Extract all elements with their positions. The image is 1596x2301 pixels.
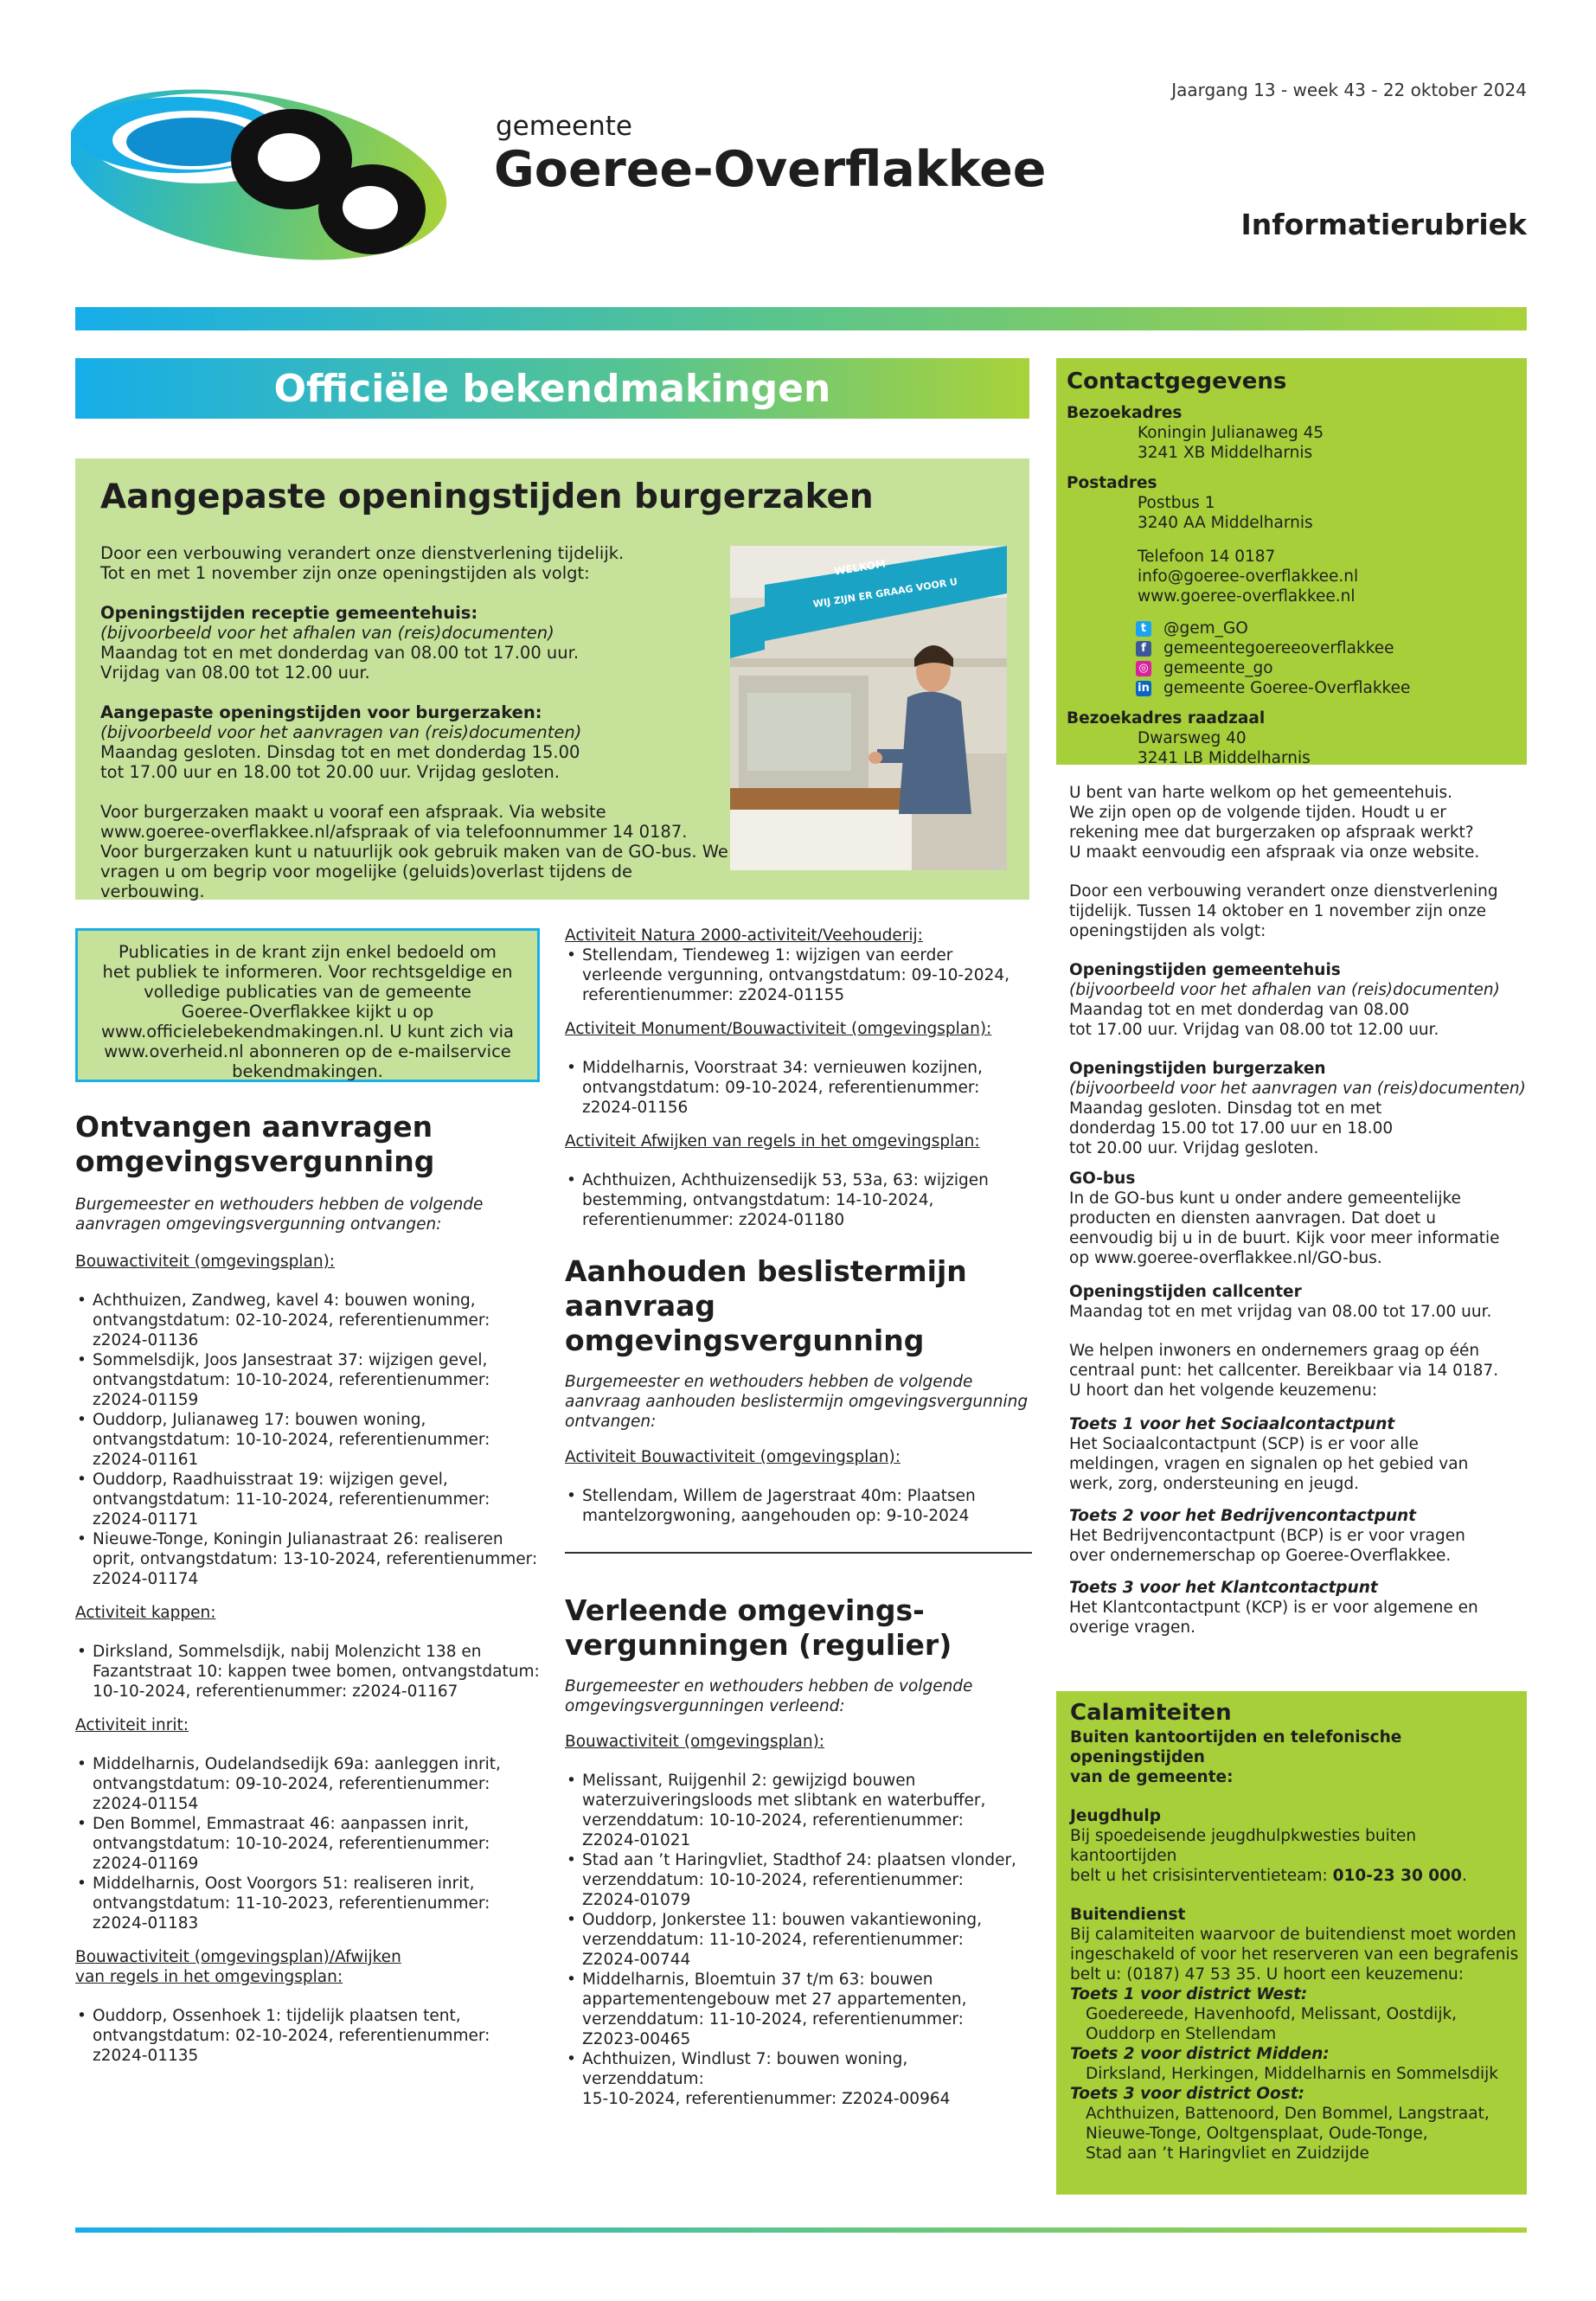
contact-post-label: Postadres <box>1067 474 1157 492</box>
contact-visit-address: Koningin Julianaweg 45 3241 XB Middelharnis <box>1138 424 1324 462</box>
notice-appt-line: Voor burgerzaken kunt u natuurlijk ook gebruik maken van de GO-bus. We <box>100 842 728 862</box>
youth-phone-line: belt u het crisisinterventieteam: 010-23 30 000. <box>1070 1867 1467 1885</box>
received-cat-felling: Activiteit kappen: <box>75 1604 216 1622</box>
suspend-cat: Activiteit Bouwactiviteit (omgevingsplan): <box>565 1448 901 1466</box>
mid-towns: Dirksland, Herkingen, Middelharnis en Sommelsdijk <box>1086 2065 1498 2083</box>
notice-civil-line: tot 17.00 uur en 18.00 tot 20.00 uur. Vrijdag gesloten. <box>100 762 560 782</box>
civil-hours-head: Openingstijden burgerzaken <box>1069 1060 1326 1078</box>
notice-civil-note: (bijvoorbeeld voor het aanvragen van (reis)documenten) <box>100 722 582 742</box>
notice-civil-head: Aangepaste openingstijden voor burgerzaken: <box>100 702 542 722</box>
section-divider <box>565 1552 1032 1554</box>
publication-note-line: Goeree-Overflakkee kijkt u op <box>181 1002 434 1022</box>
west-towns: Goedereede, Havenhoofd, Melissant, Oostdijk, Ouddorp en Stellendam <box>1086 2005 1458 2043</box>
publication-note-line: www.officielebekendmakingen.nl. U kunt zich via <box>101 1022 514 1042</box>
hall-hours-head: Openingstijden gemeentehuis <box>1069 961 1341 979</box>
contact-email[interactable]: info@goeree-overflakkee.nl <box>1138 567 1359 586</box>
list-item: • Middelharnis, Oost Voorgors 51: realiseren inrit, ontvangstdatum: 11-10-2023, referentienummer: z2024-01183 <box>75 1874 542 1933</box>
go-bus-head: GO-bus <box>1069 1170 1136 1188</box>
list-item: • Stad aan ’t Haringvliet, Stadthof 24: plaatsen vlonder, verzenddatum: 10-10-2024, referentienummer: Z2024-01079 <box>565 1850 1032 1910</box>
granted-intro: Burgemeester en wethouders hebben de volgende omgevingsvergunningen verleend: <box>565 1677 973 1715</box>
granted-title: Verleende omgevings- vergunningen (regulier) <box>565 1593 952 1662</box>
list-item: • Achthuizen, Windlust 7: bouwen woning, verzenddatum: 15-10-2024, referentienummer: Z2024-00964 <box>565 2049 1032 2109</box>
east-towns: Achthuizen, Battenoord, Den Bommel, Langstraat, Nieuwe-Tonge, Ooltgensplaat, Oude-Tonge, Stad aan ’t Haringvliet en Zuidzijde <box>1086 2105 1490 2163</box>
list-item: • Ouddorp, Raadhuisstraat 19: wijzigen gevel, ontvangstdatum: 11-10-2024, referentienummer: z2024-01171 <box>75 1470 542 1529</box>
contact-post-address: Postbus 1 3240 AA Middelharnis Telefoon 14 0187 info@goeree-overflakkee.nl www.goeree-overflakkee.nl t @gem_GO f gemeentegoereeoverflakkee ◎ gemeente_go in gemeente Goeree-Overflakkee <box>1067 493 1527 698</box>
list-item: • Ouddorp, Julianaweg 17: bouwen woning, ontvangstdatum: 10-10-2024, referentienummer: z2024-01161 <box>75 1410 542 1470</box>
received-exit-list <box>75 1754 542 1933</box>
photo-sign-welcome: WELKOM <box>833 557 887 578</box>
contact-title: Contactgegevens <box>1067 369 1287 394</box>
received-cat-deviate: Bouwactiviteit (omgevingsplan)/Afwijken van regels in het omgevingsplan: <box>75 1948 401 1986</box>
suspend-intro: Burgemeester en wethouders hebben de volgende aanvraag aanhouden beslistermijn omgevingsvergunning ontvangen: <box>565 1373 1029 1431</box>
mid-monument-list <box>565 1058 1032 1118</box>
section-title: Informatierubriek <box>1240 208 1527 241</box>
twitter-icon: t <box>1136 621 1151 637</box>
banner <box>75 358 1029 419</box>
received-intro-line: aanvragen omgevingsvergunning ontvangen: <box>75 1215 442 1234</box>
received-title-line: omgevingsvergunning <box>75 1144 435 1178</box>
list-item: • Middelharnis, Bloemtuin 37 t/m 63: bouwen appartementengebouw met 27 appartementen, verzenddatum: 11-10-2024, referentienummer: Z2023-00465 <box>565 1970 1032 2049</box>
logo <box>71 80 452 261</box>
notice-appt-line: www.goeree-overflakkee.nl/afspraak of via telefoonnummer 14 0187. <box>100 822 688 842</box>
notice-reception-head: Openingstijden receptie gemeentehuis: <box>100 603 478 623</box>
notice-appt-line: vragen u om begrip voor mogelijke (geluids)overlast tijdens de verbouwing. <box>100 862 632 901</box>
mid-cat-deviate: Activiteit Afwijken van regels in het omgevingsplan: <box>565 1132 980 1150</box>
counter-photo <box>730 546 1007 870</box>
youth-head: Jeugdhulp <box>1070 1807 1162 1825</box>
notice-appt-line: Voor burgerzaken maakt u vooraf een afspraak. Via website <box>100 802 606 822</box>
contact-website[interactable]: www.goeree-overflakkee.nl <box>1138 587 1356 606</box>
social-facebook[interactable]: f gemeentegoereeoverflakkee <box>1136 638 1527 658</box>
mid-cat-natura: Activiteit Natura 2000-activiteit/Veehouderij: <box>565 926 923 945</box>
list-item: • Dirksland, Sommelsdijk, nabij Molenzicht 138 en Fazantstraat 10: kappen twee bomen, ontvangstdatum: 10-10-2024, referentienummer: z2024-01167 <box>75 1642 542 1702</box>
received-intro <box>75 1195 542 1234</box>
key1-head: Toets 1 voor het Sociaalcontactpunt <box>1069 1415 1395 1433</box>
received-felling-list <box>75 1642 542 1702</box>
list-item: • Sommelsdijk, Joos Jansestraat 37: wijzigen gevel, ontvangstdatum: 10-10-2024, referentienummer: z2024-01159 <box>75 1350 542 1410</box>
list-item: • Achthuizen, Achthuizensedijk 53, 53a, 63: wijzigen bestemming, ontvangstdatum: 14-10-2024, referentienummer: z2024-01180 <box>565 1170 1032 1230</box>
list-item: • Middelharnis, Oudelandsedijk 69a: aanleggen inrit, ontvangstdatum: 09-10-2024, referentienummer: z2024-01154 <box>75 1754 542 1814</box>
received-deviate-list <box>75 2006 542 2066</box>
social-instagram[interactable]: ◎ gemeente_go <box>1136 658 1527 678</box>
received-cat-build: Bouwactiviteit (omgevingsplan): <box>75 1253 336 1271</box>
list-item: • Nieuwe-Tonge, Koningin Julianastraat 26: realiseren oprit, ontvangstdatum: 13-10-2024, referentienummer: z2024-01174 <box>75 1529 542 1589</box>
mid-cat-monument: Activiteit Monument/Bouwactiviteit (omgevingsplan): <box>565 1020 992 1038</box>
contact-visit-label: Bezoekadres <box>1067 404 1183 422</box>
social-twitter[interactable]: t @gem_GO <box>1136 619 1527 638</box>
calamities-panel: Calamiteiten Buiten kantoortijden en telefonische openingstijden van de gemeente: Jeugdhulp Bij spoedeisende jeugdhulpkwesties buiten kantoortijden belt u het crisisinterventieteam: 010-23 30 000. Buitendienst Bij calamiteiten waarvoor de buitendienst moet worden ingeschakeld of voor het reserveren van een begrafenis belt u: (0187) 47 53 35. U hoort een keuzemenu: Toets 1 voor district West: Goedereede, Havenhoofd, Melissant, Oostdijk, Ouddorp en Stellendam Toets 2 voor district Midden: Dirksland, Herkingen, Middelharnis en Sommelsdijk Toets 3 voor district Oost: Achthuizen, Battenoord, Den Bommel, Langstraat, Nieuwe-Tonge, Ooltgensplaat, Oude-Tonge, Stad aan ’t Haringvliet en Zuidzijde <box>1056 1691 1527 2195</box>
facebook-icon: f <box>1136 641 1151 657</box>
brand-name: Goeree-Overflakkee <box>494 141 1047 198</box>
suspend-list <box>565 1486 1032 1526</box>
notice-reception-line: Vrijdag van 08.00 tot 12.00 uur. <box>100 663 370 683</box>
received-build-list <box>75 1291 542 1589</box>
publication-note-line: Publicaties in de krant zijn enkel bedoeld om <box>119 942 497 962</box>
crisis-phone[interactable]: 010-23 30 000 <box>1332 1867 1462 1885</box>
received-intro-line: Burgemeester en wethouders hebben de volgende <box>75 1195 484 1214</box>
linkedin-icon: in <box>1136 681 1151 696</box>
hours-notice-text <box>100 543 732 901</box>
notice-reception-note: (bijvoorbeeld voor het afhalen van (reis)documenten) <box>100 623 554 643</box>
list-item: • Ouddorp, Jonkerstee 11: bouwen vakantiewoning, verzenddatum: 11-10-2024, referentienummer: Z2024-00744 <box>565 1910 1032 1970</box>
received-section <box>75 1110 542 2066</box>
received-title <box>75 1110 542 1179</box>
publication-note-line: volledige publicaties van de gemeente <box>144 982 471 1002</box>
contact-council-label: Bezoekadres raadzaal <box>1067 709 1266 727</box>
callcenter-head: Openingstijden callcenter <box>1069 1283 1302 1301</box>
list-item: • Stellendam, Tiendeweg 1: wijzigen van eerder verleende vergunning, ontvangstdatum: 09-10-2024, referentienummer: z2024-01155 <box>565 945 1032 1005</box>
received-title-line: Ontvangen aanvragen <box>75 1110 433 1144</box>
social-linkedin[interactable]: in gemeente Goeree-Overflakkee <box>1136 678 1527 698</box>
logo-icon <box>71 80 452 261</box>
publication-note-line: het publiek te informeren. Voor rechtsgeldige en <box>102 962 513 982</box>
mid-deviate-list <box>565 1170 1032 1230</box>
notice-reception-line: Maandag tot en met donderdag van 08.00 tot 17.00 uur. <box>100 643 580 663</box>
granted-list <box>565 1771 1032 2109</box>
key3-head: Toets 3 voor het Klantcontactpunt <box>1069 1579 1378 1597</box>
key2-head: Toets 2 voor het Bedrijvencontactpunt <box>1069 1507 1417 1525</box>
list-item: • Ouddorp, Ossenhoek 1: tijdelijk plaatsen tent, ontvangstdatum: 02-10-2024, referentienummer: z2024-01135 <box>75 2006 542 2066</box>
footer-gradient-rule <box>75 2227 1527 2233</box>
contact-panel <box>1056 358 1527 765</box>
list-item: • Middelharnis, Voorstraat 34: vernieuwen kozijnen, ontvangstdatum: 09-10-2024, referentienummer: z2024-01156 <box>565 1058 1032 1118</box>
instagram-icon: ◎ <box>1136 661 1151 676</box>
banner-title: Officiële bekendmakingen <box>273 366 831 411</box>
notice-intro-1: Door een verbouwing verandert onze dienstverlening tijdelijk. <box>100 543 625 563</box>
notice-civil-line: Maandag gesloten. Dinsdag tot en met donderdag 15.00 <box>100 742 580 762</box>
brand-prefix: gemeente <box>496 111 632 142</box>
field-service-head: Buitendienst <box>1070 1906 1186 1924</box>
publication-note-line: bekendmakingen. <box>232 1061 383 1081</box>
list-item: • Melissant, Ruijgenhil 2: gewijzigd bouwen waterzuiveringsloods met slibtank en waterbuffer, verzenddatum: 10-10-2024, referentienummer: Z2024-01021 <box>565 1771 1032 1850</box>
list-item: • Den Bommel, Emmastraat 46: aanpassen inrit, ontvangstdatum: 10-10-2024, referentienummer: z2024-01169 <box>75 1814 542 1874</box>
list-item: • Achthuizen, Zandweg, kavel 4: bouwen woning, ontvangstdatum: 02-10-2024, referentienummer: z2024-01136 <box>75 1291 542 1350</box>
hours-notice-title: Aangepaste openingstijden burgerzaken <box>100 478 874 516</box>
granted-cat: Bouwactiviteit (omgevingsplan): <box>565 1733 825 1751</box>
mid-natura-list <box>565 945 1032 1005</box>
received-cat-exit: Activiteit inrit: <box>75 1716 189 1734</box>
publication-note <box>75 928 540 1082</box>
contact-council-address: Dwarsweg 40 3241 LB Middelharnis <box>1138 729 1311 767</box>
welcome-text: U bent van harte welkom op het gemeentehuis. We zijn open op de volgende tijden. Houdt u er rekening mee dat burgerzaken op afspraak werkt? U maakt eenvoudig een afspraak via onze website. Door een verbouwing verandert onze dienstverlening tijdelijk. Tussen 14 oktober en 1 november zijn onze openingstijden als volgt: Openingstijden gemeentehuis (bijvoorbeeld voor het afhalen van (reis)documenten) Maandag tot en met donderdag van 08.00 tot 17.00 uur. Vrijdag van 08.00 tot 12.00 uur. Openingstijden burgerzaken (bijvoorbeeld voor het aanvragen van (reis)documenten) Maandag gesloten. Dinsdag tot en met donderdag 15.00 tot 17.00 uur en 18.00 tot 20.00 uur. Vrijdag gesloten. GO-bus In de GO-bus kunt u onder andere gemeentelijke producten en diensten aanvragen. Dat doet u eenvoudig bij u in de buurt. Kijk voor meer informatie op www.goeree-overflakkee.nl/GO-bus. Openingstijden callcenter Maandag tot en met vrijdag van 08.00 tot 17.00 uur. We helpen inwoners en ondernemers graag op één centraal punt: het callcenter. Bereikbaar via 14 0187. U hoort dan het volgende keuzemenu: Toets 1 voor het Sociaalcontactpunt Het Sociaalcontactpunt (SCP) is er voor alle meldingen, vragen en signalen op het gebied van werk, zorg, ondersteuning en jeugd. Toets 2 voor het Bedrijvencontactpunt Het Bedrijvencontactpunt (BCP) is er voor vragen over ondernemerschap op Goeree-Overflakkee. Toets 3 voor het Klantcontactpunt Het Klantcontactpunt (KCP) is er voor algemene en overige vragen. <box>1069 783 1528 1638</box>
calamities-title: Calamiteiten <box>1070 1700 1232 1726</box>
publication-note-line: www.overheid.nl abonneren op de e-mailservice <box>104 1042 511 1061</box>
contact-phone[interactable]: Telefoon 14 0187 <box>1138 548 1276 566</box>
list-item: • Stellendam, Willem de Jagerstraat 40m: Plaatsen mantelzorgwoning, aangehouden op: 9-10-2024 <box>565 1486 1032 1526</box>
middle-column <box>565 926 1032 2109</box>
photo-sign-slogan: WIJ ZIJN ER GRAAG VOOR U <box>812 575 958 611</box>
issue-info: Jaargang 13 - week 43 - 22 oktober 2024 <box>1171 80 1527 100</box>
header-gradient-rule <box>75 307 1527 330</box>
notice-intro-2: Tot en met 1 november zijn onze openingstijden als volgt: <box>100 563 590 583</box>
suspend-title: Aanhouden beslistermijn aanvraag omgevingsvergunning <box>565 1254 967 1357</box>
hours-notice-panel <box>75 458 1029 900</box>
